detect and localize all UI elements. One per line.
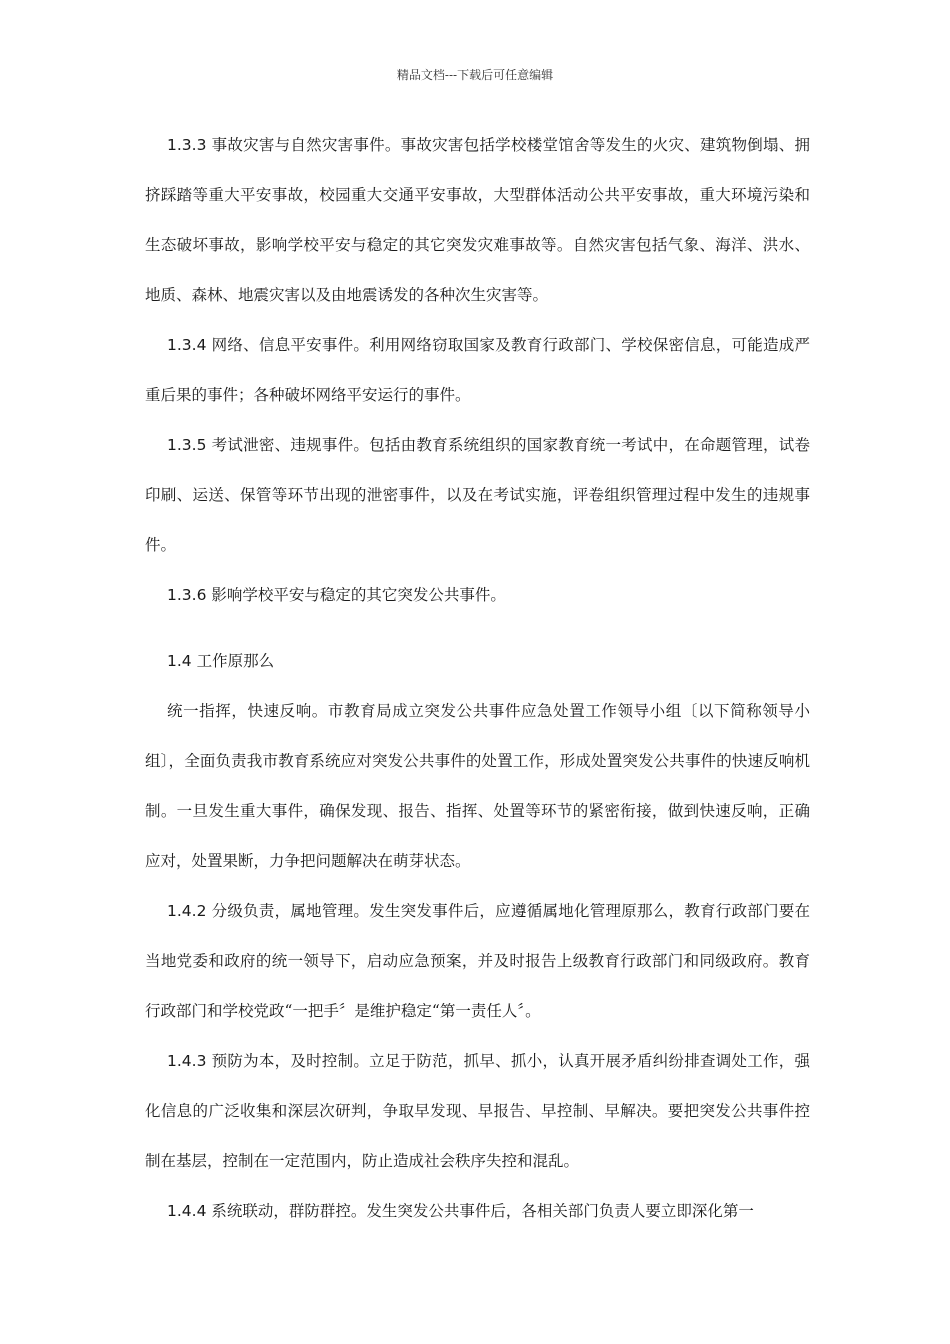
- paragraph-number: 1.3.3: [167, 136, 207, 154]
- paragraph-text: 系统联动，群防群控。发生突发公共事件后，各相关部门负责人要立即深化第一: [211, 1202, 754, 1220]
- paragraph-text: 网络、信息平安事件。利用网络窃取国家及教育行政部门、学校保密信息，可能造成严重后果的事件；各种破坏网络平安运行的事件。: [145, 336, 810, 404]
- paragraph-text: 影响学校平安与稳定的其它突发公共事件。: [211, 586, 506, 604]
- paragraph-number: 1.4.3: [167, 1052, 207, 1070]
- paragraph-text: 统一指挥，快速反响。市教育局成立突发公共事件应急处置工作领导小组〔以下简称领导小组〕，全面负责我市教育系统应对突发公共事件的处置工作，形成处置突发公共事件的快速反响机制。一旦发生重大事件，确保发现、报告、指挥、处置等环节的紧密衔接，做到快速反响，正确应对，处置果断，力争把问题解决在萌芽状态。: [145, 702, 810, 870]
- document-body: [145, 120, 810, 1236]
- paragraph-1-4-3: [145, 1036, 810, 1186]
- section-title: 工作原那么: [196, 652, 275, 670]
- paragraph-1-4-1: [145, 686, 810, 886]
- paragraph-1-4-2: [145, 886, 810, 1036]
- paragraph-text: 考试泄密、违规事件。包括由教育系统组织的国家教育统一考试中，在命题管理，试卷印刷、运送、保管等环节出现的泄密事件，以及在考试实施，评卷组织管理过程中发生的违规事件。: [145, 436, 810, 554]
- paragraph-1-3-5: [145, 420, 810, 570]
- paragraph-number: 1.3.5: [167, 436, 207, 454]
- paragraph-text: 事故灾害与自然灾害事件。事故灾害包括学校楼堂馆舍等发生的火灾、建筑物倒塌、拥挤踩踏等重大平安事故，校园重大交通平安事故，大型群体活动公共平安事故，重大环境污染和生态破坏事故，影响学校平安与稳定的其它突发灾难事故等。自然灾害包括气象、海洋、洪水、地质、森林、地震灾害以及由地震诱发的各种次生灾害等。: [145, 136, 810, 304]
- paragraph-1-3-4: [145, 320, 810, 420]
- paragraph-1-3-6: [145, 570, 810, 620]
- section-heading-1-4: [145, 636, 810, 686]
- paragraph-text: 分级负责，属地管理。发生突发事件后，应遵循属地化管理原那么，教育行政部门要在当地党委和政府的统一领导下，启动应急预案，并及时报告上级教育行政部门和同级政府。教育行政部门和学校党政“一把手〞是维护稳定“第一责任人〞。: [145, 902, 810, 1020]
- page-header: 精品文档---下载后可任意编辑: [396, 68, 554, 82]
- paragraph-text: 预防为本，及时控制。立足于防范，抓早、抓小，认真开展矛盾纠纷排查调处工作，强化信息的广泛收集和深层次研判，争取早发现、早报告、早控制、早解决。要把突发公共事件控制在基层，控制在一定范围内，防止造成社会秩序失控和混乱。: [145, 1052, 810, 1170]
- paragraph-number: 1.3.4: [167, 336, 207, 354]
- paragraph-number: 1.3.6: [167, 586, 207, 604]
- paragraph-number: 1.4.4: [167, 1202, 207, 1220]
- paragraph-number: 1.4.2: [167, 902, 207, 920]
- section-number: 1.4: [167, 652, 192, 670]
- paragraph-1-4-4: [145, 1186, 810, 1236]
- paragraph-1-3-3: [145, 120, 810, 320]
